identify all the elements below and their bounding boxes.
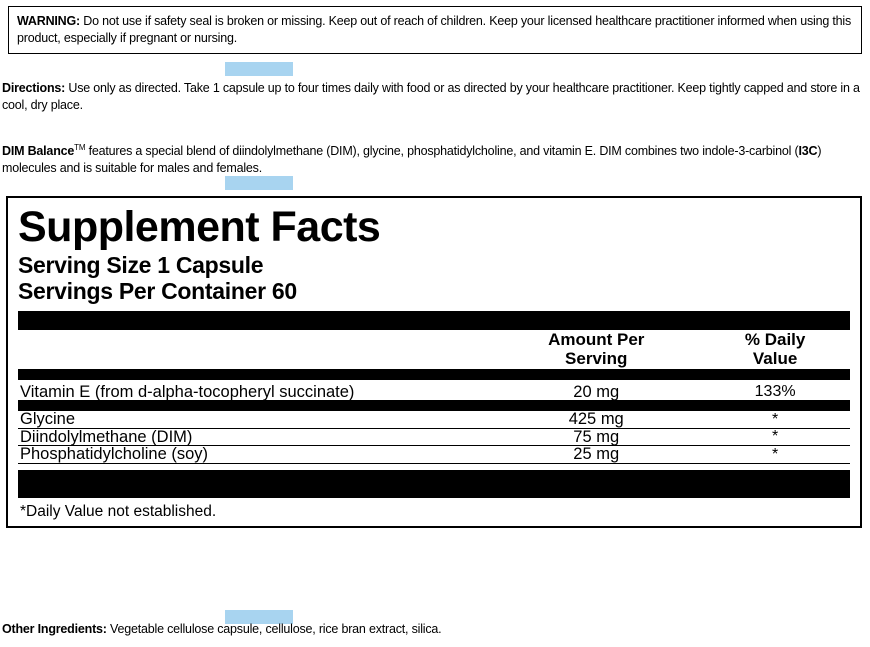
nutrient-daily-value: * bbox=[700, 428, 850, 446]
warning-text bbox=[17, 13, 853, 46]
header-nutrient bbox=[18, 330, 492, 369]
header-dv-line2: Value bbox=[752, 349, 798, 369]
nutrient-daily-value: 133% bbox=[754, 383, 796, 401]
other-ingredients-label: Other Ingredients: bbox=[2, 622, 107, 636]
nutrient-name: Vitamin E (from d-alpha-tocopheryl succinate) bbox=[20, 382, 355, 401]
header-amount-line2: Serving bbox=[565, 349, 628, 369]
trademark-symbol: TM bbox=[74, 143, 86, 152]
product-blurb-paragraph bbox=[2, 143, 864, 177]
nutrient-rows-group-1 bbox=[18, 380, 850, 401]
supplement-facts-table bbox=[18, 330, 850, 369]
nutrient-name: Diindolylmethane (DIM) bbox=[18, 428, 492, 446]
nutrient-amount: 425 mg bbox=[492, 411, 700, 428]
nutrient-amount: 20 mg bbox=[573, 382, 620, 401]
table-row bbox=[18, 380, 850, 401]
table-row bbox=[18, 428, 850, 446]
warning-box bbox=[8, 6, 862, 54]
directions-paragraph bbox=[2, 80, 864, 114]
table-row bbox=[18, 411, 850, 428]
nutrient-daily-value: * bbox=[700, 411, 850, 428]
warning-label: WARNING: bbox=[17, 14, 80, 28]
other-ingredients-paragraph bbox=[2, 622, 864, 636]
decorative-blue-tab-middle bbox=[225, 176, 293, 190]
table-header-row bbox=[18, 330, 850, 369]
divider-bar-mid bbox=[18, 400, 850, 411]
table-row bbox=[18, 446, 850, 464]
supplement-facts-title: Supplement Facts bbox=[18, 203, 381, 251]
directions-body: Use only as directed. Take 1 capsule up to four times daily with food or as directed by your healthcare practitioner. Keep tightly capped and store in a cool, dry place. bbox=[2, 81, 860, 112]
blurb-i3c: I3C bbox=[798, 144, 818, 159]
daily-value-footnote: *Daily Value not established. bbox=[20, 502, 217, 520]
decorative-blue-tab-top bbox=[225, 62, 293, 76]
header-amount-line1: Amount Per bbox=[548, 329, 645, 349]
servings-per-container: Servings Per Container 60 bbox=[18, 277, 297, 304]
warning-body: Do not use if safety seal is broken or missing. Keep out of reach of children. Keep your licensed healthcare practitioner informed when using this product, especially if pregnant or nursing. bbox=[17, 14, 852, 45]
directions-label: Directions: bbox=[2, 81, 66, 95]
divider-bar-bottom bbox=[18, 470, 850, 498]
supplement-facts-panel bbox=[6, 196, 862, 528]
divider-bar-under-header bbox=[18, 369, 850, 380]
nutrient-rows-group-2 bbox=[18, 411, 850, 464]
nutrient-daily-value: * bbox=[700, 446, 850, 464]
nutrient-name: Glycine bbox=[18, 411, 492, 428]
nutrient-name: Phosphatidylcholine (soy) bbox=[18, 446, 492, 464]
header-amount-per-serving bbox=[492, 330, 700, 369]
other-ingredients-body: Vegetable cellulose capsule, cellulose, rice bran extract, silica. bbox=[106, 622, 442, 636]
blurb-body-part2: ) molecules and is suitable for males and females. bbox=[2, 144, 822, 175]
nutrient-amount: 25 mg bbox=[492, 446, 700, 464]
header-daily-value bbox=[700, 330, 850, 369]
header-dv-line1: % Daily bbox=[744, 329, 806, 349]
divider-bar-thick-top bbox=[18, 311, 850, 330]
blurb-body-part1: features a special blend of diindolylmethane (DIM), glycine, phosphatidylcholine, and vitamin E. DIM combines two indole-3-carbinol ( bbox=[85, 144, 799, 159]
nutrient-amount: 75 mg bbox=[492, 428, 700, 446]
product-name: DIM Balance bbox=[2, 144, 75, 159]
serving-size: Serving Size 1 Capsule bbox=[18, 251, 264, 278]
